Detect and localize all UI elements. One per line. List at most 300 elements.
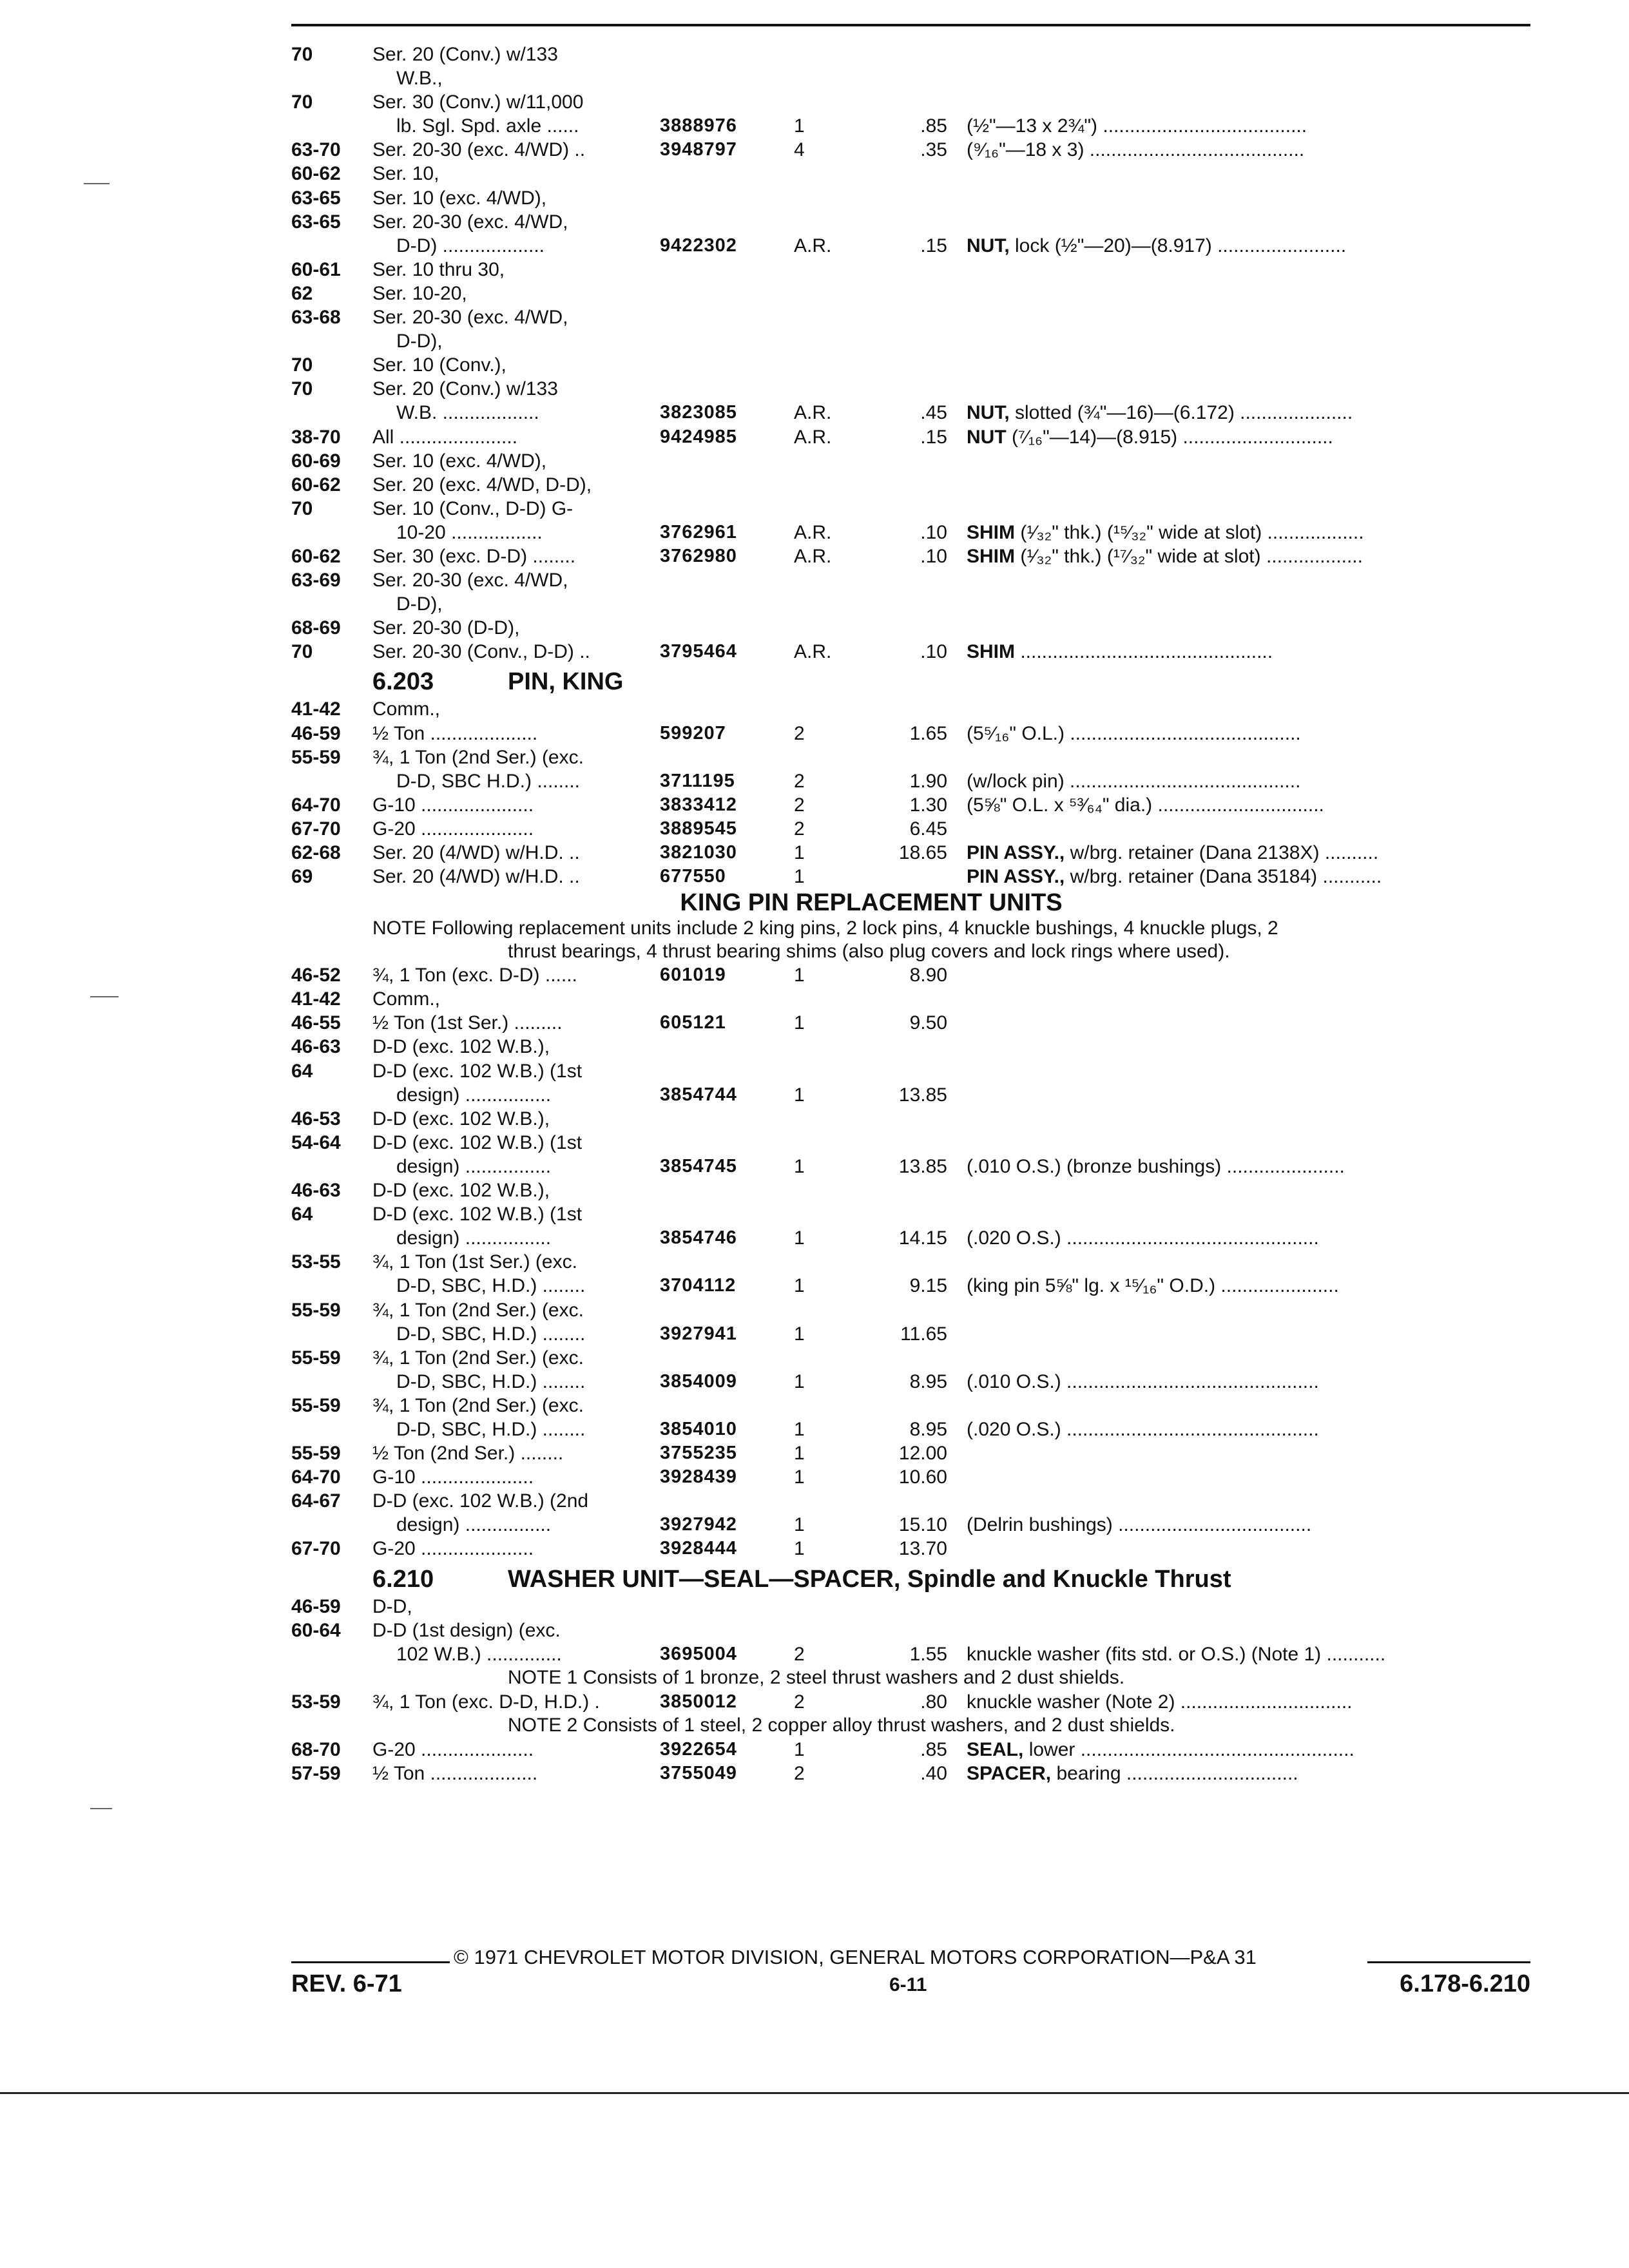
application-description: Ser. 10 (Conv., D-D) G-: [372, 497, 574, 519]
part-number: 3762980: [660, 545, 737, 566]
quantity: 2: [794, 770, 805, 792]
price: 13.70: [898, 1538, 947, 1560]
price: 14.15: [898, 1227, 947, 1249]
part-note: [967, 722, 1530, 745]
application-description: Comm.,: [372, 698, 440, 720]
application-description: D-D, SBC, H.D.) ........: [396, 1418, 586, 1440]
year-range: 70: [291, 497, 313, 519]
part-name: NUT,: [967, 235, 1010, 256]
year-range: 70: [291, 378, 313, 400]
row-group: [291, 697, 1530, 889]
price: .10: [920, 641, 947, 663]
parts-row: [291, 521, 1530, 544]
section-number: 6.203: [372, 668, 434, 696]
parts-row: [291, 1465, 1530, 1489]
part-note: [967, 234, 1530, 258]
margin-mark: [90, 996, 119, 997]
year-range: 70: [291, 641, 313, 663]
year-range: 62-68: [291, 842, 341, 863]
note-line: NOTE 2 Consists of 1 steel, 2 copper alloy thrust washers, and 2 dust shields.: [508, 1714, 1175, 1736]
part-note: [967, 1274, 1530, 1298]
parts-row: [291, 162, 1530, 186]
quantity: 1: [794, 1738, 805, 1760]
price: .15: [920, 235, 947, 256]
part-note: [967, 401, 1530, 425]
part-note: [967, 865, 1530, 889]
bottom-rule: [0, 2092, 1629, 2094]
part-name: SEAL,: [967, 1738, 1024, 1760]
year-range: 60-64: [291, 1619, 341, 1641]
part-number: 3833412: [660, 794, 737, 815]
application-description: D-D, SBC H.D.) ........: [396, 770, 581, 792]
quantity: 1: [794, 1155, 805, 1177]
year-range: 64-67: [291, 1490, 341, 1512]
price: .10: [920, 521, 947, 543]
year-range: 70: [291, 91, 313, 113]
row-group: [291, 1595, 1530, 1666]
parts-row: [291, 449, 1530, 473]
quantity: 1: [794, 1275, 805, 1297]
part-number: 677550: [660, 866, 726, 887]
quantity: A.R.: [794, 426, 832, 448]
part-note-text: bearing ................................: [1051, 1763, 1298, 1784]
parts-row: [291, 1155, 1530, 1178]
parts-row: [291, 353, 1530, 377]
quantity: 2: [794, 1763, 805, 1784]
quantity: 1: [794, 1466, 805, 1488]
row-group: [291, 43, 1530, 664]
quantity: 1: [794, 115, 805, 137]
price: 18.65: [898, 842, 947, 863]
year-range: 70: [291, 354, 313, 376]
part-note-text: slotted (¾"—16)—(6.172) .....................: [1009, 402, 1353, 424]
parts-row: [291, 1489, 1530, 1513]
application-description: Ser. 20 (Conv.) w/133: [372, 378, 558, 400]
year-range: 60-62: [291, 474, 341, 495]
parts-row: [291, 1346, 1530, 1370]
quantity: 2: [794, 722, 805, 744]
application-description: G-20 .....................: [372, 818, 534, 840]
price: 9.15: [909, 1275, 947, 1297]
quantity: 2: [794, 1691, 805, 1713]
application-description: Ser. 30 (Conv.) w/11,000: [372, 91, 584, 113]
price: .10: [920, 545, 947, 567]
part-note: [967, 1690, 1530, 1714]
part-note: [967, 1762, 1530, 1785]
application-description: D-D),: [396, 593, 443, 615]
parts-row: [291, 1418, 1530, 1441]
application-description: 10-20 .................: [396, 521, 543, 543]
application-description: Ser. 10 (Conv.),: [372, 354, 506, 376]
application-description: W.B.,: [396, 68, 443, 90]
note-line: NOTE Following replacement units include 2 king pins, 2 lock pins, 4 knuckle bushings, 4 knuckle plugs, 2: [372, 918, 1278, 939]
part-note: [967, 114, 1530, 138]
application-description: D-D (exc. 102 W.B.),: [372, 1036, 550, 1058]
part-name: SPACER,: [967, 1763, 1052, 1784]
parts-row: [291, 186, 1530, 210]
application-description: D-D (exc. 102 W.B.) (2nd: [372, 1490, 589, 1512]
quantity: A.R.: [794, 402, 832, 424]
margin-mark: [90, 1808, 112, 1809]
parts-row: [291, 377, 1530, 401]
price: 11.65: [900, 1323, 947, 1345]
parts-row: [291, 841, 1530, 865]
price: 12.00: [898, 1443, 947, 1465]
part-note-text: w/brg. retainer (Dana 35184) ...........: [1065, 866, 1382, 888]
part-number: 3795464: [660, 641, 737, 662]
application-description: W.B. ..................: [396, 402, 539, 424]
part-note-text: (¹⁄₃₂" thk.) (¹⁵⁄₃₂" wide at slot) ..................: [1015, 521, 1364, 543]
part-note-text: ...............................................: [1015, 641, 1273, 663]
part-note-text: knuckle washer (Note 2) ................................: [967, 1691, 1353, 1713]
quantity: 1: [794, 965, 805, 986]
parts-row: [291, 1178, 1530, 1202]
parts-row: [291, 1642, 1530, 1666]
application-description: D-D) ...................: [396, 235, 545, 256]
application-description: Ser. 20 (exc. 4/WD, D-D),: [372, 474, 592, 495]
application-description: D-D),: [396, 331, 443, 352]
part-name: NUT,: [967, 402, 1010, 424]
part-note-text: (.010 O.S.) (bronze bushings) ......................: [967, 1155, 1345, 1177]
part-number: 3922654: [660, 1738, 737, 1760]
price: 13.85: [898, 1155, 947, 1177]
price: .80: [920, 1691, 947, 1713]
section-range: 6.178-6.210: [1400, 1970, 1530, 1997]
footer-rule: [1367, 1961, 1530, 1963]
part-number: 3755235: [660, 1443, 737, 1464]
quantity: 2: [794, 794, 805, 816]
year-range: 63-70: [291, 139, 341, 161]
price: .45: [920, 402, 947, 424]
quantity: A.R.: [794, 235, 832, 256]
price: 8.90: [909, 965, 947, 986]
price: .40: [920, 1763, 947, 1784]
part-note: [967, 841, 1530, 865]
application-description: All ......................: [372, 426, 518, 448]
part-number: 3888976: [660, 115, 737, 137]
parts-row: [291, 722, 1530, 745]
part-name: SHIM: [967, 641, 1015, 663]
quantity: 1: [794, 842, 805, 863]
part-number: 601019: [660, 965, 726, 986]
part-number: 3854744: [660, 1084, 737, 1105]
part-number: 3854009: [660, 1370, 737, 1392]
year-range: 54-64: [291, 1131, 341, 1153]
parts-row: [291, 1226, 1530, 1250]
parts-row: [291, 1370, 1530, 1394]
parts-row: [291, 210, 1530, 234]
application-description: ¾, 1 Ton (1st Ser.) (exc.: [372, 1251, 577, 1273]
quantity: 1: [794, 1323, 805, 1345]
year-range: 46-59: [291, 1595, 341, 1617]
part-name: PIN ASSY.,: [967, 866, 1065, 888]
parts-row: [291, 1619, 1530, 1642]
parts-row: [291, 1513, 1530, 1537]
application-description: ¾, 1 Ton (exc. D-D, H.D.) .: [372, 1691, 600, 1713]
application-description: D-D (exc. 102 W.B.),: [372, 1180, 550, 1202]
part-note-text: (.020 O.S.) ...............................................: [967, 1227, 1319, 1249]
parts-row: [291, 258, 1530, 282]
part-note-text: (.020 O.S.) ...............................................: [967, 1418, 1319, 1440]
note-paragraph: [291, 917, 1530, 963]
price: 9.50: [909, 1012, 947, 1034]
parts-row: [291, 305, 1530, 329]
parts-row: [291, 1083, 1530, 1107]
row-group: [291, 1690, 1530, 1714]
part-number: 3854746: [660, 1227, 737, 1249]
application-description: lb. Sgl. Spd. axle ......: [396, 115, 579, 137]
part-note: [967, 793, 1530, 817]
part-name: SHIM: [967, 521, 1015, 543]
part-note-text: (.010 O.S.) ...............................................: [967, 1370, 1319, 1392]
year-range: 63-65: [291, 187, 341, 209]
quantity: A.R.: [794, 641, 832, 663]
part-note-text: (¹⁄₃₂" thk.) (¹⁷⁄₃₂" wide at slot) ..................: [1015, 545, 1363, 567]
parts-row: [291, 568, 1530, 592]
note-paragraph: [291, 1714, 1530, 1738]
price: 1.90: [909, 770, 947, 792]
application-description: D-D,: [372, 1595, 412, 1617]
application-description: ½ Ton (1st Ser.) .........: [372, 1012, 563, 1034]
application-description: ¾, 1 Ton (2nd Ser.) (exc.: [372, 1299, 584, 1321]
year-range: 53-59: [291, 1691, 341, 1713]
row-group: [291, 963, 1530, 1561]
parts-row: [291, 1322, 1530, 1346]
part-number: 3695004: [660, 1643, 737, 1664]
parts-row: [291, 544, 1530, 568]
price: 1.65: [909, 722, 947, 744]
parts-row: [291, 1250, 1530, 1274]
margin-mark: [84, 183, 110, 184]
part-note: [967, 1418, 1530, 1441]
part-number: 3927942: [660, 1514, 737, 1535]
application-description: Ser. 20-30 (exc. 4/WD,: [372, 307, 568, 329]
parts-row: [291, 401, 1530, 425]
price: 6.45: [909, 818, 947, 840]
application-description: G-20 .....................: [372, 1738, 534, 1760]
application-description: D-D (exc. 102 W.B.) (1st: [372, 1060, 583, 1082]
part-number: 3889545: [660, 818, 737, 839]
application-description: D-D, SBC, H.D.) ........: [396, 1323, 586, 1345]
quantity: A.R.: [794, 545, 832, 567]
application-description: ½ Ton ....................: [372, 722, 538, 744]
parts-row: [291, 745, 1530, 769]
application-description: D-D, SBC, H.D.) ........: [396, 1370, 586, 1392]
year-range: 67-70: [291, 818, 341, 840]
year-range: 64: [291, 1060, 313, 1082]
application-description: Ser. 10-20,: [372, 282, 467, 304]
part-note: [967, 544, 1530, 568]
application-description: Comm.,: [372, 988, 440, 1010]
parts-row: [291, 1059, 1530, 1083]
year-range: 67-70: [291, 1538, 341, 1560]
parts-row: [291, 1394, 1530, 1418]
price: .85: [920, 1738, 947, 1760]
application-description: D-D (1st design) (exc.: [372, 1619, 561, 1641]
year-range: 60-69: [291, 450, 341, 472]
part-number: 3854010: [660, 1418, 737, 1439]
row-group: [291, 1738, 1530, 1785]
part-number: 3762961: [660, 521, 737, 543]
application-description: ½ Ton (2nd Ser.) ........: [372, 1443, 564, 1465]
application-description: Ser. 10,: [372, 163, 439, 185]
part-number: 3711195: [660, 770, 735, 791]
page-footer: [291, 1945, 1530, 2009]
parts-row: [291, 329, 1530, 353]
part-number: 3948797: [660, 139, 737, 160]
year-range: 64-70: [291, 794, 341, 816]
price: 1.55: [909, 1643, 947, 1665]
part-number: 3927941: [660, 1323, 737, 1344]
section-heading: [291, 1561, 1530, 1595]
application-description: design) ................: [396, 1155, 552, 1177]
part-number: 9424985: [660, 426, 737, 447]
parts-row: [291, 1035, 1530, 1059]
part-note: [967, 521, 1530, 544]
year-range: 64-70: [291, 1466, 341, 1488]
part-note-text: w/brg. retainer (Dana 2138X) ..........: [1065, 842, 1379, 863]
year-range: 68-69: [291, 617, 341, 639]
application-description: ¾, 1 Ton (2nd Ser.) (exc.: [372, 1394, 584, 1416]
parts-row: [291, 1274, 1530, 1298]
year-range: 63-69: [291, 570, 341, 591]
application-description: Ser. 10 thru 30,: [372, 258, 505, 280]
application-description: D-D (exc. 102 W.B.) (1st: [372, 1131, 583, 1153]
parts-row: [291, 865, 1530, 889]
year-range: 46-55: [291, 1012, 341, 1034]
parts-row: [291, 697, 1530, 721]
application-description: ¾, 1 Ton (exc. D-D) ......: [372, 965, 577, 986]
part-note: [967, 1642, 1530, 1666]
parts-row: [291, 234, 1530, 258]
part-number: 3854745: [660, 1155, 737, 1177]
parts-row: [291, 1738, 1530, 1762]
part-note-text: knuckle washer (fits std. or O.S.) (Note 1) ...........: [967, 1643, 1386, 1665]
note-line: thrust bearings, 4 thrust bearing shims (also plug covers and lock rings where used).: [508, 941, 1230, 963]
price: 10.60: [898, 1466, 947, 1488]
price: .85: [920, 115, 947, 137]
parts-row: [291, 473, 1530, 497]
parts-row: [291, 43, 1530, 66]
part-note: [967, 640, 1530, 664]
part-note-text: (5⅝" O.L. x ⁵³⁄₆₄" dia.) ...............................: [967, 794, 1324, 816]
part-number: 599207: [660, 722, 726, 744]
year-range: 63-68: [291, 307, 341, 329]
year-range: 55-59: [291, 746, 341, 768]
revision-label: REV. 6-71: [291, 1970, 402, 1997]
quantity: 1: [794, 1443, 805, 1465]
application-description: Ser. 20 (4/WD) w/H.D. ..: [372, 866, 580, 888]
application-description: ¾, 1 Ton (2nd Ser.) (exc.: [372, 1347, 584, 1369]
quantity: 4: [794, 139, 805, 161]
year-range: 55-59: [291, 1299, 341, 1321]
parts-row: [291, 817, 1530, 841]
parts-row: [291, 616, 1530, 640]
parts-row: [291, 1298, 1530, 1322]
parts-row: [291, 114, 1530, 138]
year-range: 41-42: [291, 698, 341, 720]
price: .15: [920, 426, 947, 448]
year-range: 38-70: [291, 426, 341, 448]
application-description: D-D (exc. 102 W.B.),: [372, 1108, 550, 1129]
application-description: Ser. 20 (4/WD) w/H.D. ..: [372, 842, 580, 863]
parts-row: [291, 1595, 1530, 1619]
year-range: 60-62: [291, 163, 341, 185]
part-note: [967, 138, 1530, 162]
price: 15.10: [898, 1514, 947, 1536]
parts-row: [291, 793, 1530, 817]
quantity: 1: [794, 1370, 805, 1392]
quantity: 2: [794, 818, 805, 840]
part-note-text: (Delrin bushings) ....................................: [967, 1514, 1312, 1536]
quantity: 1: [794, 1514, 805, 1536]
application-description: 102 W.B.) ..............: [396, 1643, 562, 1665]
part-note-text: lower ...................................................: [1023, 1738, 1354, 1760]
top-rule: [291, 24, 1530, 26]
year-range: 41-42: [291, 988, 341, 1010]
parts-row: [291, 963, 1530, 987]
application-description: design) ................: [396, 1227, 552, 1249]
year-range: 69: [291, 866, 313, 888]
part-note-text: lock (½"—20)—(8.917) ........................: [1009, 235, 1347, 256]
part-number: 3823085: [660, 402, 737, 423]
copyright-text: © 1971 CHEVROLET MOTOR DIVISION, GENERAL MOTORS CORPORATION—P&A 31: [454, 1946, 1257, 1968]
application-description: ½ Ton ....................: [372, 1763, 538, 1784]
section-heading: [291, 664, 1530, 697]
application-description: Ser. 20-30 (exc. 4/WD,: [372, 570, 568, 591]
parts-row: [291, 987, 1530, 1011]
quantity: A.R.: [794, 521, 832, 543]
part-name: SHIM: [967, 545, 1015, 567]
year-range: 55-59: [291, 1443, 341, 1465]
page-number: 6-11: [889, 1974, 927, 1995]
parts-row: [291, 592, 1530, 616]
note-line: NOTE 1 Consists of 1 bronze, 2 steel thrust washers and 2 dust shields.: [508, 1666, 1125, 1688]
parts-row: [291, 66, 1530, 90]
quantity: 1: [794, 1538, 805, 1560]
application-description: Ser. 30 (exc. D-D) ........: [372, 545, 576, 567]
quantity: 1: [794, 1418, 805, 1440]
note-paragraph: [291, 1666, 1530, 1690]
year-range: 46-53: [291, 1108, 341, 1129]
parts-row: [291, 640, 1530, 664]
application-description: Ser. 20 (Conv.) w/133: [372, 44, 558, 65]
section-number: 6.210: [372, 1565, 434, 1593]
application-description: Ser. 20-30 (Conv., D-D) ..: [372, 641, 590, 663]
footer-rule: [291, 1961, 450, 1963]
parts-row: [291, 1131, 1530, 1155]
application-description: ¾, 1 Ton (2nd Ser.) (exc.: [372, 746, 584, 768]
part-number: 3755049: [660, 1763, 737, 1783]
quantity: 1: [794, 1012, 805, 1034]
quantity: 2: [794, 1643, 805, 1665]
part-name: PIN ASSY.,: [967, 842, 1065, 863]
year-range: 55-59: [291, 1394, 341, 1416]
parts-row: [291, 90, 1530, 114]
year-range: 60-61: [291, 258, 341, 280]
year-range: 70: [291, 44, 313, 65]
part-note: [967, 769, 1530, 793]
parts-list: [291, 43, 1530, 1785]
quantity: 1: [794, 1227, 805, 1249]
parts-row: [291, 1537, 1530, 1561]
parts-row: [291, 282, 1530, 305]
section-title: WASHER UNIT—SEAL—SPACER, Spindle and Knuckle Thrust: [508, 1565, 1231, 1593]
year-range: 64: [291, 1204, 313, 1225]
part-note: [967, 1370, 1530, 1394]
quantity: 1: [794, 1084, 805, 1106]
part-note-text: (w/lock pin) ...........................................: [967, 770, 1301, 792]
